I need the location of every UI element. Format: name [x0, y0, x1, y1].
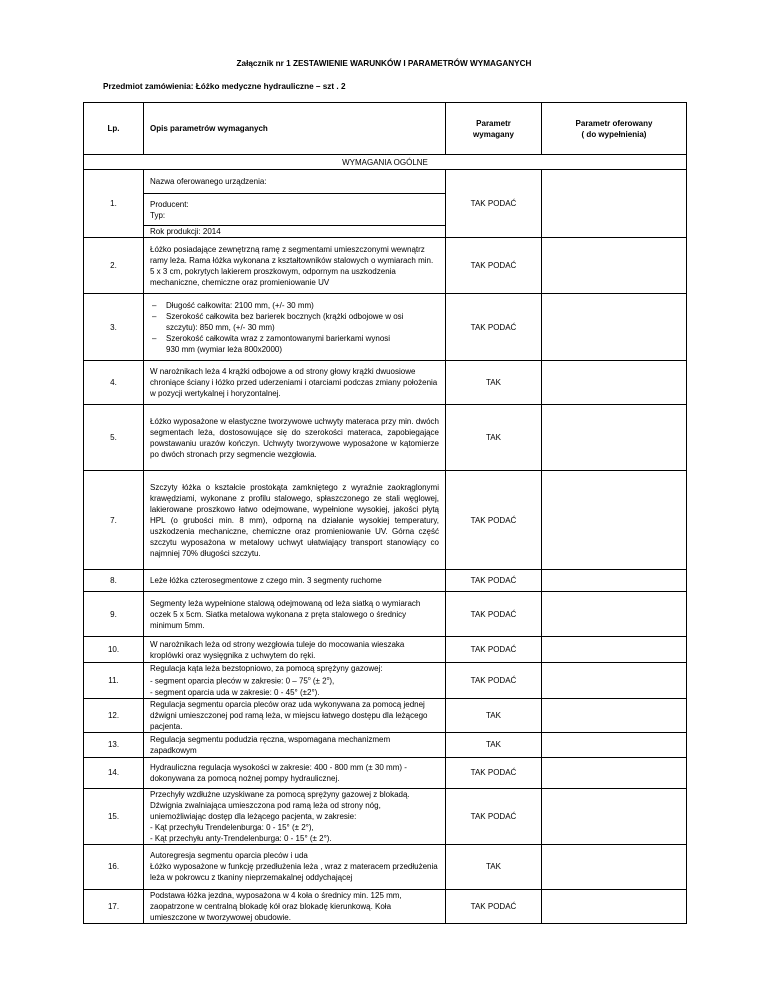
description-line: Autoregresja segmentu oparcia pleców i uda [150, 851, 308, 861]
row-number: 4. [84, 361, 144, 405]
row-number: 2. [84, 238, 144, 294]
row-number: 11. [84, 663, 144, 699]
row-offered-value[interactable] [542, 592, 687, 637]
header-required-parameter [446, 103, 542, 155]
list-item-line: – Szerokość całkowita wraz z zamontowanymi barierkami wynosi [166, 333, 391, 343]
table-row [84, 570, 687, 592]
row-number: 8. [84, 570, 144, 592]
description-text: (± 2 [310, 676, 327, 686]
table-row [84, 238, 687, 294]
row-description [144, 788, 446, 844]
table-row [84, 698, 687, 732]
row-required-value: TAK PODAĆ [446, 170, 542, 238]
description-text: ), [329, 676, 335, 686]
degree-mark: o [326, 676, 330, 682]
description-text: - segment oparcia pleców w zakresie: 0 – 75 [150, 676, 308, 686]
table-row [84, 732, 687, 757]
section-row [84, 155, 687, 170]
description-line: Regulacja kąta leża bezstopniowo, za pomocą sprężyny gazowej: [150, 664, 383, 673]
header-param-line2: wymagany [473, 129, 514, 139]
row-required-value: TAK PODAĆ [446, 889, 542, 923]
row-offered-value[interactable] [542, 757, 687, 788]
row-required-value: TAK PODAĆ [446, 570, 542, 592]
row-description: Hydrauliczna regulacja wysokości w zakresie: 400 - 800 mm (± 30 mm) - dokonywana za pomocą nożnej pompy hydraulicznej. [144, 757, 446, 788]
header-param-line1: Parametr [476, 118, 511, 128]
row-required-value: TAK PODAĆ [446, 294, 542, 361]
document-title: Załącznik nr 1 ZESTAWIENIE WARUNKÓW I PARAMETRÓW WYMAGANYCH [236, 59, 532, 68]
row-description: Podstawa łóżka jezdna, wyposażona w 4 koła o średnicy min. 125 mm, zaopatrzone w centralną blokadę kół oraz blokadę kierunkową. Koła umieszczone w tworzywowej obudowie. [144, 889, 446, 923]
table-row [84, 592, 687, 637]
row-required-value: TAK PODAĆ [446, 592, 542, 637]
row-offered-value[interactable] [542, 844, 687, 889]
row-number: 10. [84, 637, 144, 663]
row-description: Segmenty leża wypełnione stalową odejmowaną od leża siatką o wymiarach oczek 5 x 5cm. Siatka metalowa wykonana z pręta stalowego o średnicy minimum 5mm. [144, 592, 446, 637]
description-line: - segment oparcia uda w zakresie: 0 - 45° (±2°). [150, 687, 320, 697]
row-offered-value[interactable] [542, 732, 687, 757]
row-offered-value[interactable] [542, 238, 687, 294]
section-title: WYMAGANIA OGÓLNE [84, 155, 687, 170]
header-offered-parameter [542, 103, 687, 155]
row-number: 17. [84, 889, 144, 923]
order-subject: Przedmiot zamówienia: Łóżko medyczne hydrauliczne – szt . 2 [103, 82, 346, 91]
row-offered-value[interactable] [542, 889, 687, 923]
row-description [144, 194, 446, 226]
producer-label: Producent: [150, 199, 189, 209]
row-required-value: TAK [446, 732, 542, 757]
row-description: Regulacja segmentu oparcia pleców oraz uda wykonywana za pomocą jednej dźwigni umieszczonej pod ramą leża, w miejscu łatwego dostępu dla leżącego pacjenta. [144, 698, 446, 732]
list-item-line: – Szerokość całkowita bez barierek bocznych (krążki odbojowe w osi [166, 311, 404, 321]
row-required-value: TAK PODAĆ [446, 757, 542, 788]
row-number: 15. [84, 788, 144, 844]
table-row [84, 405, 687, 471]
list-item [150, 333, 439, 355]
row-required-value: TAK [446, 361, 542, 405]
list-item-line: szczytu): 850 mm, (+/- 30 mm) [166, 322, 275, 332]
header-description: Opis parametrów wymaganych [144, 103, 446, 155]
row-description: Nazwa oferowanego urządzenia: [144, 170, 446, 194]
row-offered-value[interactable] [542, 294, 687, 361]
table-row [84, 663, 687, 699]
row-required-value: TAK PODAĆ [446, 238, 542, 294]
row-description [144, 663, 446, 699]
requirements-table [83, 102, 687, 924]
row-number: 5. [84, 405, 144, 471]
row-number: 3. [84, 294, 144, 361]
table-row [84, 294, 687, 361]
row-offered-value[interactable] [542, 170, 687, 238]
row-description: W narożnikach leża od strony wezgłowia tuleje do mocowania wieszaka kroplówki oraz wysięgnika z uchwytem do ręki. [144, 637, 446, 663]
row-required-value: TAK PODAĆ [446, 471, 542, 570]
type-label: Typ: [150, 210, 166, 220]
row-required-value: TAK [446, 405, 542, 471]
row-offered-value[interactable] [542, 570, 687, 592]
row-offered-value[interactable] [542, 637, 687, 663]
row-required-value: TAK [446, 844, 542, 889]
table-header-row [84, 103, 687, 155]
list-item: – Długość całkowita: 2100 mm, (+/- 30 mm) [150, 300, 439, 311]
description-line: Łóżko wyposażone w funkcję przedłużenia leża , wraz z materacem przedłużenia leża w pokrowcu z tkaniny nieprzemakalnej oddychającej [150, 862, 438, 883]
row-number: 1. [84, 170, 144, 238]
table-row [84, 788, 687, 844]
row-description: W narożnikach leża 4 krążki odbojowe a od strony głowy krążki dwuosiowe chroniące ściany i łóżko przed uderzeniami i otarciami podczas zmiany położenia w pozycji wertykalnej i horyzontalnej. [144, 361, 446, 405]
row-description: Szczyty łóżka o kształcie prostokąta zamkniętego z wyraźnie zaokrąglonymi krawędziami, wykonane z profilu stalowego, spłaszczonego ze stali węglowej, lakierowane proszkowo łatwo odejmowane, wypełnione wysokiej, jakości płytą HPL (o grubości min. 8 mm), odporną na działanie wysokiej temperatury, uszkodzenia mechaniczne, chemiczne oraz promieniowanie UV. Górna część szczytu wyposażona w metalowy uchwyt ułatwiający transport stanowiący co najmniej 70% długości szczytu. [144, 471, 446, 570]
table-row [84, 757, 687, 788]
header-lp: Lp. [84, 103, 144, 155]
table-row [84, 471, 687, 570]
description-line [150, 674, 439, 687]
row-offered-value[interactable] [542, 405, 687, 471]
row-number: 13. [84, 732, 144, 757]
row-number: 12. [84, 698, 144, 732]
table-row [84, 361, 687, 405]
row-offered-value[interactable] [542, 361, 687, 405]
header-offered-line2: ( do wypełnienia) [581, 129, 647, 139]
row-offered-value[interactable] [542, 471, 687, 570]
row-description [144, 844, 446, 889]
row-description: Leże łóżka czterosegmentowe z czego min. 3 segmenty ruchome [144, 570, 446, 592]
row-description: Rok produkcji: 2014 [144, 226, 446, 238]
dimension-list [150, 300, 439, 355]
row-required-value: TAK PODAĆ [446, 663, 542, 699]
row-required-value: TAK PODAĆ [446, 788, 542, 844]
degree-mark: o [307, 676, 311, 682]
row-required-value: TAK PODAĆ [446, 637, 542, 663]
row-offered-value[interactable] [542, 698, 687, 732]
description-line: - Kąt przechyłu anty-Trendelenburga: 0 - 15° (± 2°). [150, 833, 332, 843]
row-offered-value[interactable] [542, 788, 687, 844]
header-offered-line1: Parametr oferowany [575, 118, 653, 128]
row-description [144, 294, 446, 361]
list-item-line: 930 mm (wymiar leża 800x2000) [166, 344, 283, 354]
row-offered-value[interactable] [542, 663, 687, 699]
row-number: 7. [84, 471, 144, 570]
description-line: - Kąt przechyłu Trendelenburga: 0 - 15° (± 2°), [150, 822, 314, 832]
table-row [84, 844, 687, 889]
table-row [84, 637, 687, 663]
row-number: 14. [84, 757, 144, 788]
row-required-value: TAK [446, 698, 542, 732]
row-description: Regulacja segmentu podudzia ręczna, wspomagana mechanizmem zapadkowym [144, 732, 446, 757]
table-row [84, 170, 687, 194]
description-line: Przechyły wzdłużne uzyskiwane za pomocą sprężyny gazowej z blokadą. Dźwignia zwalniająca umieszczona pod ramą leża od strony nóg, uniemożliwiając dostęp dla leżącego pacjenta, w zakresie: [150, 789, 410, 821]
row-number: 16. [84, 844, 144, 889]
row-description: Łóżko wyposażone w elastyczne tworzywowe uchwyty materaca przy min. dwóch segmentach leża, dostosowujące się do szerokości materaca, zapobiegające powstawaniu urazów kończyn. Uchwyty tworzywowe wyposażone w kątomierze po dwóch stronach przy segmencie wezgłowia. [144, 405, 446, 471]
table-row [84, 889, 687, 923]
list-item [150, 311, 439, 333]
row-number: 9. [84, 592, 144, 637]
row-description: Łóżko posiadające zewnętrzną ramę z segmentami umieszczonymi wewnątrz ramy leża. Rama łóżka wykonana z kształtowników stalowych o wymiarach min. 5 x 3 cm, pokrytych lakierem proszkowym, odpornym na uszkodzenia mechaniczne, chemiczne oraz promieniowanie UV [144, 238, 446, 294]
